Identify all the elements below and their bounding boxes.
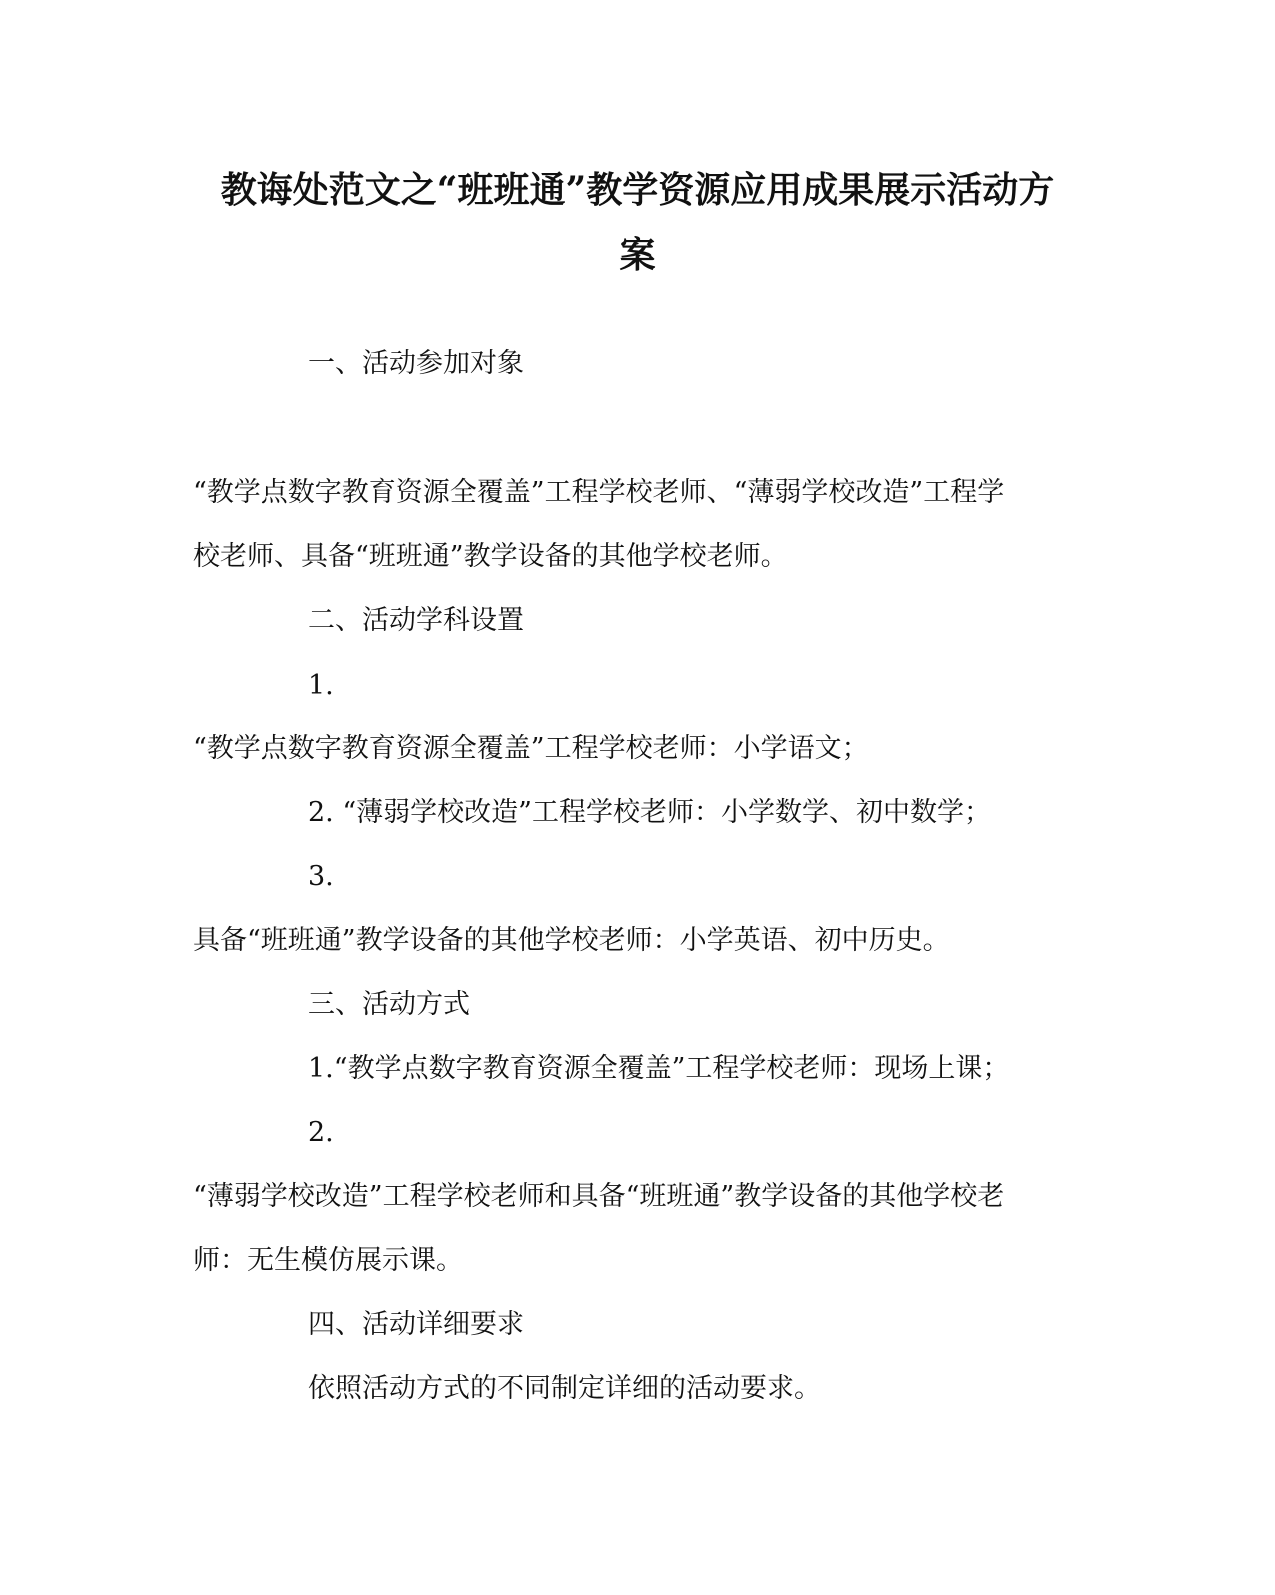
paragraph-line: “教学点数字教育资源全覆盖”工程学校老师：小学语文； (193, 733, 869, 764)
paragraph-line: “教学点数字教育资源全覆盖”工程学校老师、“薄弱学校改造”工程学 (193, 477, 1005, 508)
list-number: 3. (308, 861, 334, 892)
list-item: 2. “薄弱学校改造”工程学校老师：小学数学、初中数学； (308, 797, 991, 828)
list-number: 1. (308, 670, 334, 701)
list-item: 1.“教学点数字教育资源全覆盖”工程学校老师：现场上课； (308, 1053, 1010, 1084)
paragraph-line: 具备“班班通”教学设备的其他学校老师：小学英语、初中历史。 (193, 925, 950, 956)
document-title-line-2: 案 (619, 234, 656, 276)
document-title-line-1: 教诲处范文之“班班通”教学资源应用成果展示活动方 (220, 169, 1055, 211)
paragraph-line: “薄弱学校改造”工程学校老师和具备“班班通”教学设备的其他学校老 (193, 1181, 1005, 1212)
paragraph-line: 校老师、具备“班班通”教学设备的其他学校老师。 (193, 541, 788, 572)
section-heading-method: 三、活动方式 (308, 989, 470, 1020)
paragraph-line: 依照活动方式的不同制定详细的活动要求。 (308, 1373, 821, 1404)
list-number: 2. (308, 1117, 334, 1148)
section-heading-participants: 一、活动参加对象 (308, 348, 524, 379)
paragraph-line: 师：无生模仿展示课。 (193, 1245, 463, 1276)
section-heading-requirements: 四、活动详细要求 (308, 1309, 524, 1340)
section-heading-subjects: 二、活动学科设置 (308, 605, 524, 636)
